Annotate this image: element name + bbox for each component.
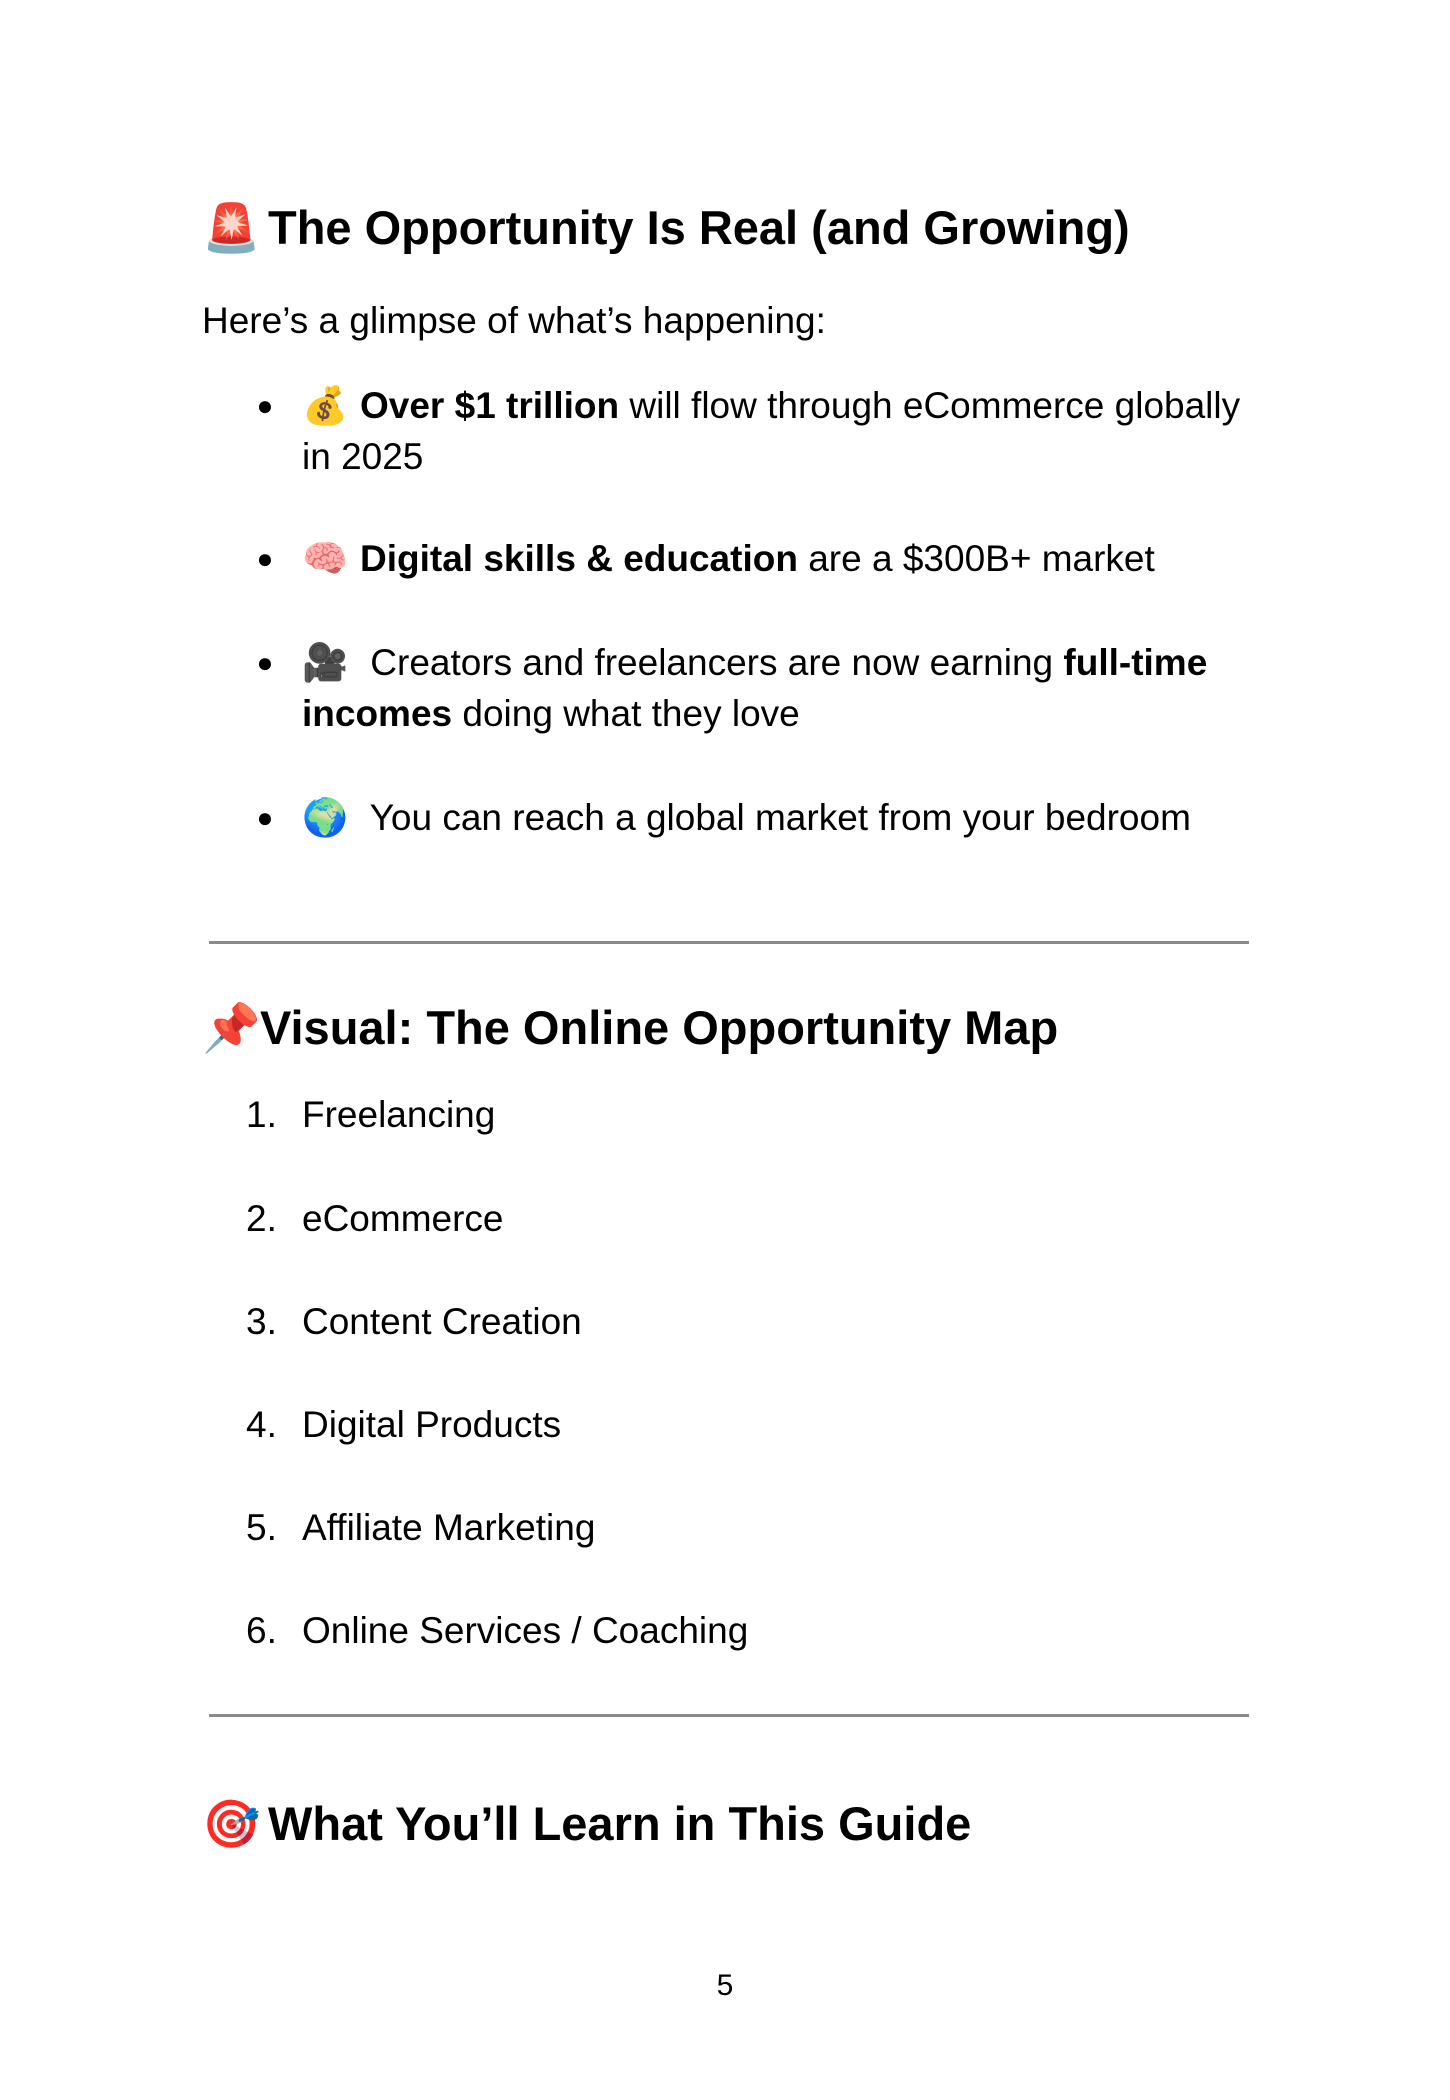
globe-icon: 🌍 bbox=[302, 797, 349, 838]
list-item bbox=[246, 1193, 1262, 1244]
horizontal-divider bbox=[209, 1714, 1249, 1717]
intro-paragraph: Here’s a glimpse of what’s happening: bbox=[202, 300, 826, 341]
pushpin-icon: 📌 bbox=[202, 1001, 261, 1054]
section-heading-opportunity bbox=[202, 200, 1130, 256]
bullet-marker: ● bbox=[256, 390, 274, 421]
list-item bbox=[246, 1399, 1262, 1450]
police-light-icon: 🚨 bbox=[202, 201, 261, 254]
item-text: Affiliate Marketing bbox=[302, 1507, 596, 1548]
item-text: Content Creation bbox=[302, 1301, 582, 1342]
list-number: 6. bbox=[246, 1610, 277, 1651]
heading-text: Visual: The Online Opportunity Map bbox=[260, 1001, 1059, 1054]
bullet-marker: ● bbox=[256, 543, 274, 574]
heading-text: The Opportunity Is Real (and Growing) bbox=[268, 201, 1130, 254]
item-text: You can reach a global market from your bedroom bbox=[360, 797, 1191, 838]
list-item bbox=[246, 1605, 1262, 1656]
list-item bbox=[256, 380, 1262, 482]
list-item bbox=[256, 792, 1262, 843]
list-number: 5. bbox=[246, 1507, 277, 1548]
item-text: Creators and freelancers are now earning bbox=[360, 642, 1064, 683]
bullet-marker: ● bbox=[256, 647, 274, 678]
list-item bbox=[256, 637, 1262, 739]
list-item bbox=[246, 1296, 1262, 1347]
item-text: Online Services / Coaching bbox=[302, 1610, 749, 1651]
item-text: eCommerce bbox=[302, 1198, 504, 1239]
money-bag-icon: 💰 bbox=[302, 385, 349, 426]
page-number: 5 bbox=[716, 1969, 734, 2002]
section-heading-what-youll-learn bbox=[202, 1796, 971, 1852]
brain-icon: 🧠 bbox=[302, 538, 349, 579]
bold-text: Digital skills & education bbox=[360, 538, 798, 579]
bold-text: Over $1 trillion bbox=[360, 385, 620, 426]
horizontal-divider bbox=[209, 941, 1249, 944]
item-text: are a $300B+ market bbox=[797, 538, 1155, 579]
list-item bbox=[246, 1502, 1262, 1553]
list-item bbox=[256, 533, 1262, 584]
heading-text: What You’ll Learn in This Guide bbox=[268, 1797, 972, 1850]
item-text: Freelancing bbox=[302, 1094, 496, 1135]
target-icon: 🎯 bbox=[202, 1797, 261, 1850]
item-text: will flow through eCommerce globally in 2025 bbox=[302, 385, 1241, 477]
item-text: doing what they love bbox=[452, 693, 800, 734]
section-heading-opportunity-map bbox=[202, 1000, 1058, 1056]
item-text: Digital Products bbox=[302, 1404, 562, 1445]
list-number: 4. bbox=[246, 1404, 277, 1445]
bold-text: full-time incomes bbox=[302, 642, 1208, 734]
video-camera-icon: 🎥 bbox=[302, 642, 349, 683]
list-item bbox=[246, 1089, 1262, 1140]
list-number: 3. bbox=[246, 1301, 277, 1342]
list-number: 1. bbox=[246, 1094, 277, 1135]
bullet-marker: ● bbox=[256, 802, 274, 833]
list-number: 2. bbox=[246, 1198, 277, 1239]
